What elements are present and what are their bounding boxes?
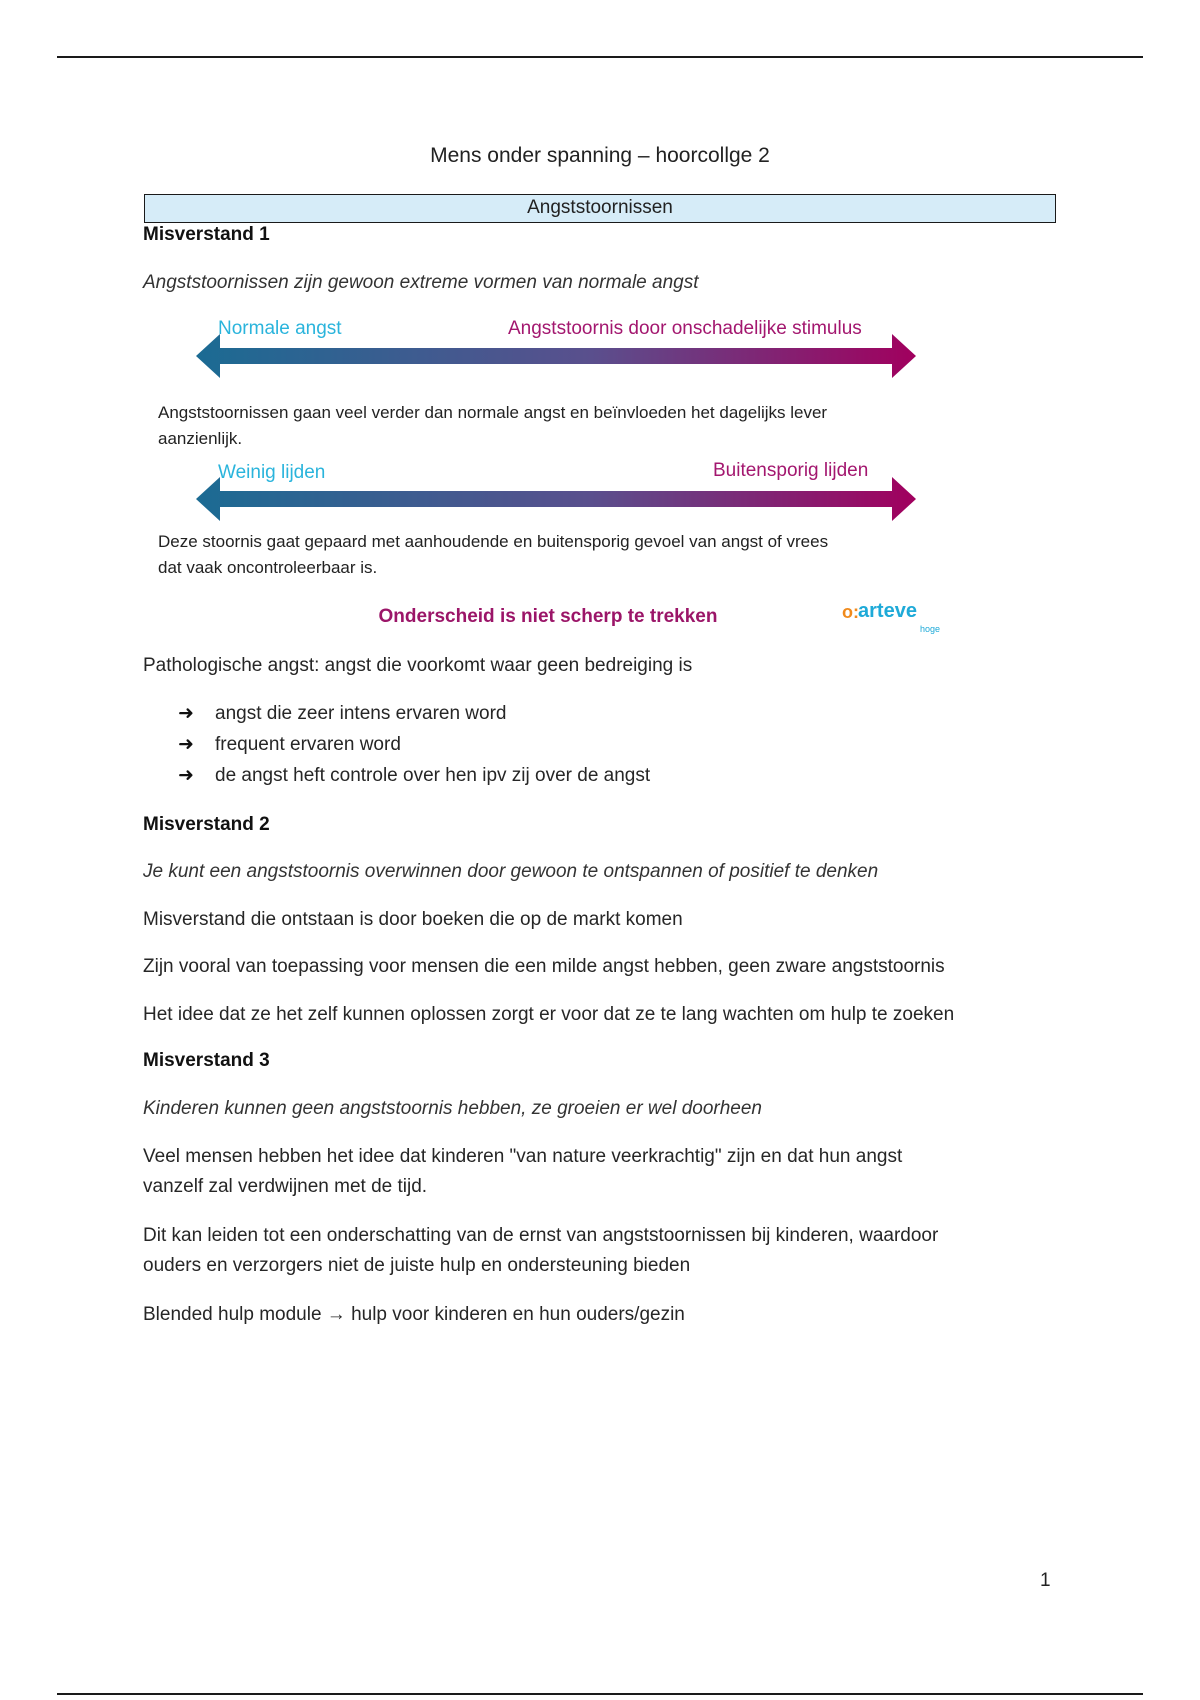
misverstand-3-paragraph-2-line-1: Dit kan leiden tot een onderschatting van de ernst van angststoornissen bij kinderen, waardoor — [143, 1225, 939, 1246]
misverstand-2-paragraph-2: Zijn vooral van toepassing voor mensen die een milde angst hebben, geen zware angststoornis — [143, 956, 945, 977]
spectrum-arrow-1 — [196, 334, 916, 378]
arrow-1-right-label: Angststoornis door onschadelijke stimulus — [508, 318, 862, 339]
slide-text-2-line-1: Deze stoornis gaat gepaard met aanhoudende en buitensporig gevoel van angst of vrees — [158, 532, 829, 551]
section-banner: Angststoornissen — [144, 194, 1056, 223]
pathological-bullet-list — [178, 698, 650, 791]
slide-text-1-line-1: Angststoornissen gaan veel verder dan normale angst en beïnvloeden het dagelijks lever — [158, 403, 828, 422]
slide-text-1-line-2: aanzienlijk. — [158, 429, 243, 448]
slide-conclusion: Onderscheid is niet scherp te trekken — [378, 606, 718, 627]
pathological-definition: Pathologische angst: angst die voorkomt waar geen bedreiging is — [143, 655, 693, 676]
misverstand-1-heading: Misverstand 1 — [143, 224, 270, 245]
misverstand-3-paragraph-3: Blended hulp module → hulp voor kinderen en hun ouders/gezin — [143, 1304, 685, 1325]
misverstand-3-paragraph-2-line-2: ouders en verzorgers niet de juiste hulp en ondersteuning bieden — [143, 1255, 691, 1276]
logo-word: arteve — [858, 600, 917, 622]
arrow-1-left-label: Normale angst — [218, 318, 342, 339]
page-number: 1 — [1040, 1570, 1051, 1591]
document-title: Mens onder spanning – hoorcollge 2 — [430, 144, 770, 167]
arrow-right-icon: ➜ — [178, 765, 194, 786]
header-rule — [57, 56, 1143, 58]
list-item: ➜ de angst heft controle over hen ipv zij over de angst — [178, 760, 650, 791]
misverstand-2-statement: Je kunt een angststoornis overwinnen door gewoon te ontspannen of positief te denken — [143, 861, 879, 882]
logo-mark: o: — [842, 602, 859, 622]
footer-rule — [57, 1693, 1143, 1695]
arrow-right-icon: ➜ — [178, 734, 194, 755]
slide-image — [148, 300, 948, 640]
arrow-2-left-label: Weinig lijden — [218, 462, 326, 483]
misverstand-3-statement: Kinderen kunnen geen angststoornis hebben, ze groeien er wel doorheen — [143, 1098, 763, 1119]
misverstand-2-paragraph-3: Het idee dat ze het zelf kunnen oplossen zorgt er voor dat ze te lang wachten om hulp te zoeken — [143, 1004, 955, 1025]
arteveld-logo — [842, 600, 942, 638]
misverstand-1-statement: Angststoornissen zijn gewoon extreme vormen van normale angst — [143, 272, 699, 293]
arrow-right-icon: ➜ — [178, 703, 194, 724]
list-item: ➜ frequent ervaren word — [178, 729, 650, 760]
slide-text-2-line-2: dat vaak oncontroleerbaar is. — [158, 558, 378, 577]
misverstand-2-paragraph-1: Misverstand die ontstaan is door boeken die op de markt komen — [143, 909, 683, 930]
misverstand-2-heading: Misverstand 2 — [143, 814, 270, 835]
arrow-2-right-label: Buitensporig lijden — [713, 460, 869, 481]
logo-sub: hoge — [920, 624, 941, 634]
misverstand-3-heading: Misverstand 3 — [143, 1050, 270, 1071]
list-item: ➜ angst die zeer intens ervaren word — [178, 698, 650, 729]
misverstand-3-paragraph-1-line-2: vanzelf zal verdwijnen met de tijd. — [143, 1176, 428, 1197]
misverstand-3-paragraph-1-line-1: Veel mensen hebben het idee dat kinderen "van nature veerkrachtig" zijn en dat hun angst — [143, 1146, 903, 1167]
